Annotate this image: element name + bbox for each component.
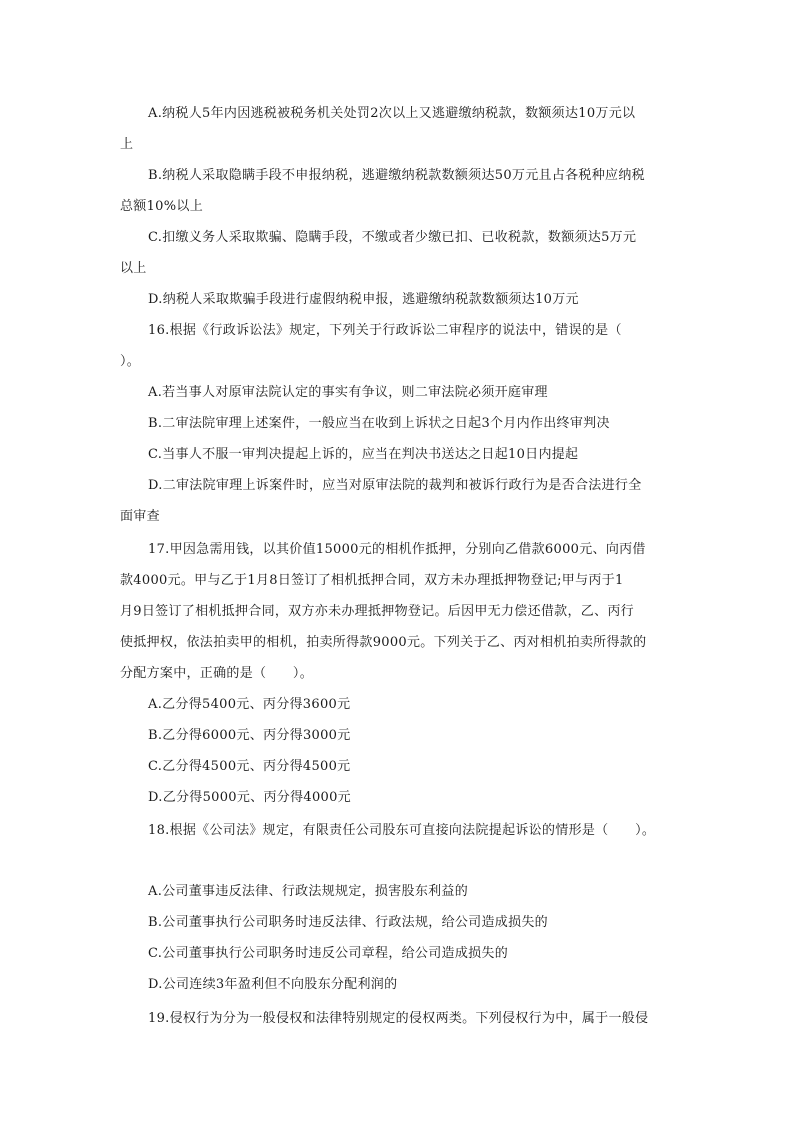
option-line: A.若当事人对原审法院认定的事实有争议，则二审法院必须开庭审理	[148, 385, 548, 400]
question-line: 19.侵权行为分为一般侵权和法律特别规定的侵权两类。下列侵权行为中，属于一般侵	[148, 1011, 649, 1026]
continuation-line: 分配方案中，正确的是（ ）。	[120, 666, 314, 681]
continuation-line: 面审查	[120, 509, 160, 524]
option-line: A.乙分得5400元、丙分得3600元	[148, 697, 351, 712]
option-line: C.扣缴义务人采取欺骗、隐瞒手段，不缴或者少缴已扣、已收税款，数额须达5万元	[148, 230, 637, 245]
continuation-line: 总额10%以上	[120, 199, 203, 214]
continuation-line: ）。	[120, 354, 141, 369]
continuation-line: 月9日签订了相机抵押合同，双方亦未办理抵押物登记。后因甲无力偿还借款，乙、丙行	[120, 604, 634, 619]
option-line: A.纳税人5年内因逃税被税务机关处罚2次以上又逃避缴纳税款，数额须达10万元以	[148, 106, 636, 121]
option-line: D.纳税人采取欺骗手段进行虚假纳税申报，逃避缴纳税款数额须达10万元	[148, 292, 579, 307]
continuation-line: 款4000元。甲与乙于1月8日签订了相机抵押合同，双方未办理抵押物登记;甲与丙于1	[120, 573, 624, 588]
option-line: D.公司连续3年盈利但不向股东分配利润的	[148, 977, 398, 992]
question-line: 18.根据《公司法》规定，有限责任公司股东可直接向法院提起诉讼的情形是（ ）。	[148, 823, 656, 838]
option-line: A.公司董事违反法律、行政法规规定，损害股东利益的	[148, 884, 469, 899]
option-line: B.公司董事执行公司职务时违反法律、行政法规，给公司造成损失的	[148, 915, 548, 930]
option-line: D.二审法院审理上诉案件时，应当对原审法院的裁判和被诉行政行为是否合法进行全	[148, 478, 642, 493]
question-line: 16.根据《行政诉讼法》规定，下列关于行政诉讼二审程序的说法中，错误的是（	[148, 323, 622, 338]
question-line: 17.甲因急需用钱，以其价值15000元的相机作抵押，分别向乙借款6000元、向丙借	[148, 542, 646, 557]
option-line: C.当事人不服一审判决提起上诉的，应当在判决书送达之日起10日内提起	[148, 447, 579, 462]
option-line: B.二审法院审理上述案件，一般应当在收到上诉状之日起3个月内作出终审判决	[148, 416, 610, 431]
option-line: D.乙分得5000元、丙分得4000元	[148, 790, 351, 805]
option-line: C.公司董事执行公司职务时违反公司章程，给公司造成损失的	[148, 946, 509, 961]
option-line: B.乙分得6000元、丙分得3000元	[148, 728, 351, 743]
continuation-line: 上	[120, 137, 134, 152]
option-line: C.乙分得4500元、丙分得4500元	[148, 759, 351, 774]
continuation-line: 以上	[120, 261, 147, 276]
continuation-line: 使抵押权，依法拍卖甲的相机，拍卖所得款9000元。下列关于乙、丙对相机拍卖所得款的	[120, 635, 647, 650]
option-line: B.纳税人采取隐瞒手段不申报纳税，逃避缴纳税款数额须达50万元且占各税种应纳税	[148, 168, 645, 183]
